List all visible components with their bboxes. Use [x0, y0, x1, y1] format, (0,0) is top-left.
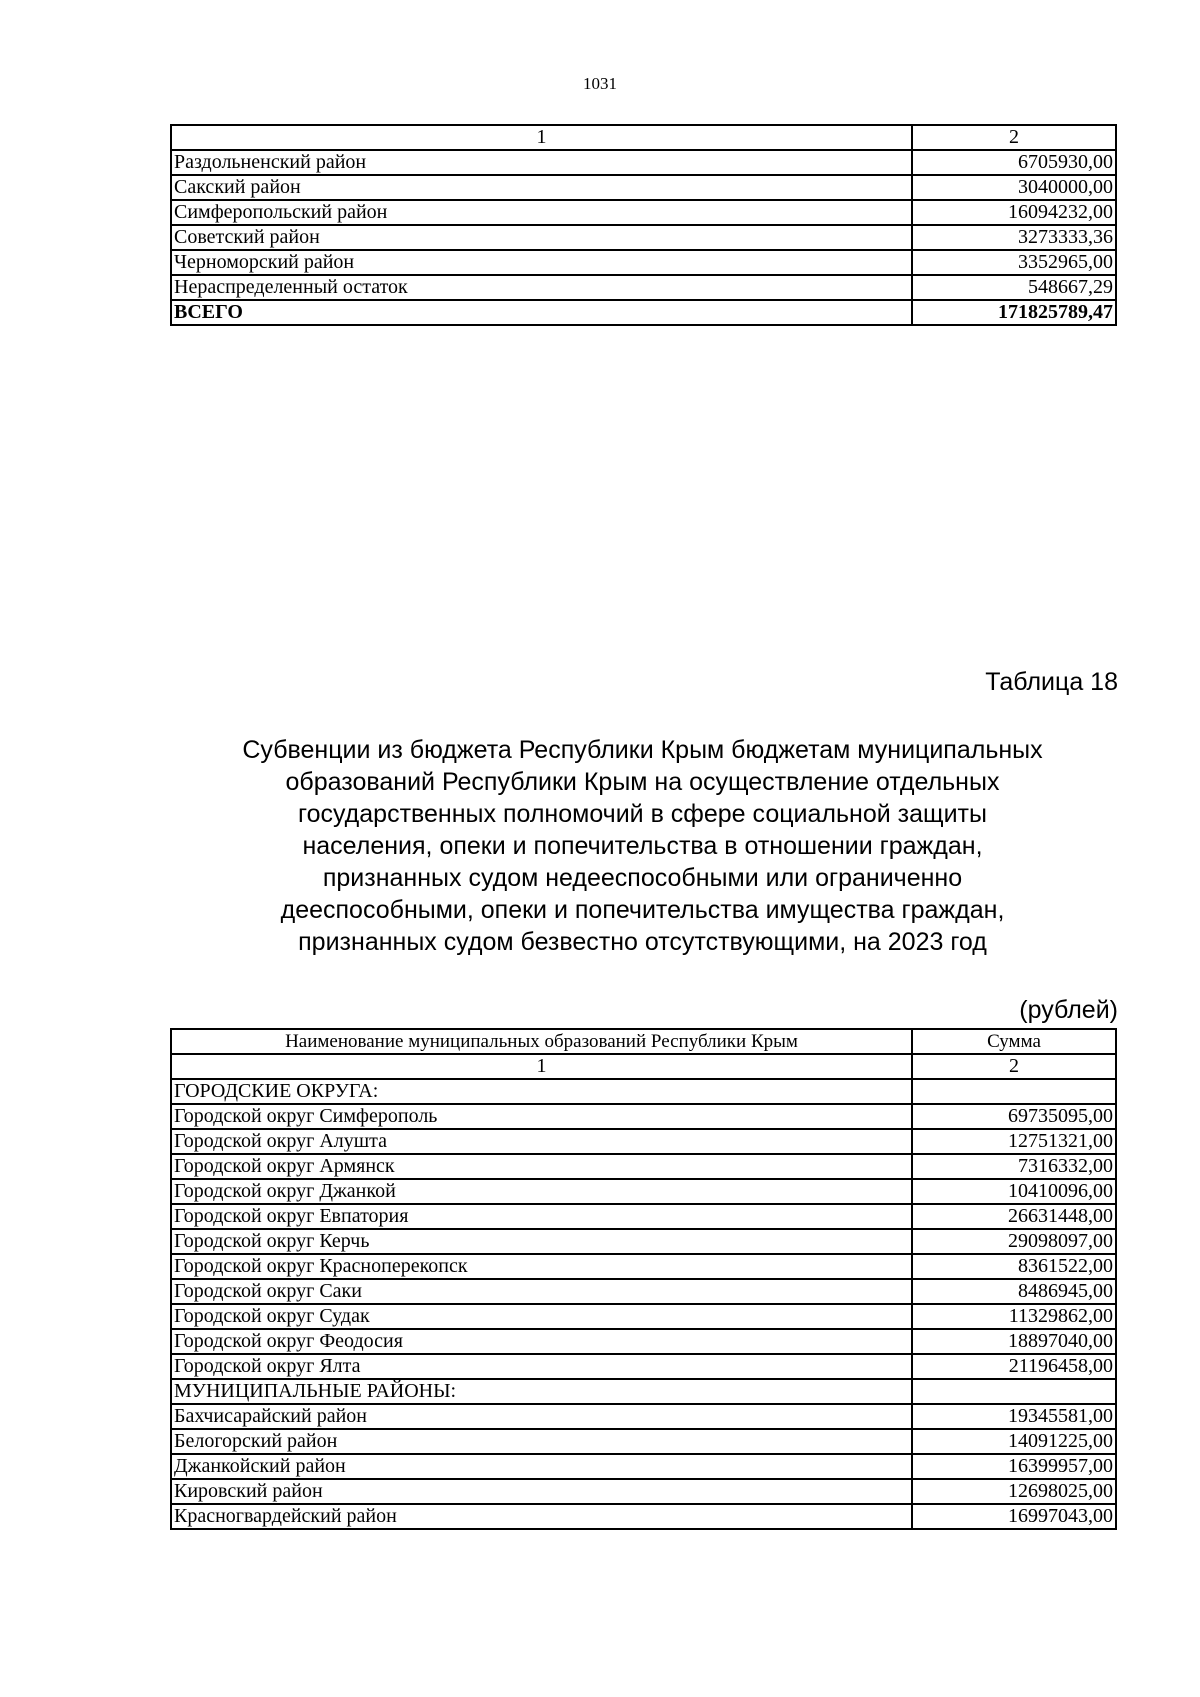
title-line: Субвенции из бюджета Республики Крым бюджетам муниципальных [242, 736, 1043, 764]
section-title: ГОРОДСКИЕ ОКРУГА: [171, 1079, 912, 1104]
row-name: Симферопольский район [171, 200, 912, 225]
row-name: Городской округ Джанкой [171, 1179, 912, 1204]
table-row [171, 1329, 1116, 1354]
header-row [171, 1029, 1116, 1054]
continued-budget-table [170, 124, 1117, 326]
table-row [171, 1279, 1116, 1304]
table-row [171, 1154, 1116, 1179]
row-name: Городской округ Алушта [171, 1129, 912, 1154]
column-number-2: 2 [912, 125, 1116, 150]
row-name: Городской округ Судак [171, 1304, 912, 1329]
row-sum: 548667,29 [912, 275, 1116, 300]
table-row [171, 1129, 1116, 1154]
row-sum: 26631448,00 [912, 1204, 1116, 1229]
table-row [171, 175, 1116, 200]
row-name: Нераспределенный остаток [171, 275, 912, 300]
row-sum: 16399957,00 [912, 1454, 1116, 1479]
row-sum: 12751321,00 [912, 1129, 1116, 1154]
row-name: Городской округ Ялта [171, 1354, 912, 1379]
section-empty-cell [912, 1079, 1116, 1104]
total-label: ВСЕГО [171, 300, 912, 325]
row-sum: 8486945,00 [912, 1279, 1116, 1304]
row-sum: 6705930,00 [912, 150, 1116, 175]
row-name: Городской округ Керчь [171, 1229, 912, 1254]
row-sum: 7316332,00 [912, 1154, 1116, 1179]
subventions-table [170, 1028, 1117, 1530]
row-sum: 21196458,00 [912, 1354, 1116, 1379]
table-label: Таблица 18 [985, 668, 1118, 696]
row-name: Городской округ Саки [171, 1279, 912, 1304]
row-sum: 16997043,00 [912, 1504, 1116, 1529]
section-row [171, 1379, 1116, 1404]
section-title: МУНИЦИПАЛЬНЫЕ РАЙОНЫ: [171, 1379, 912, 1404]
header-sum: Сумма [912, 1029, 1116, 1054]
section-empty-cell [912, 1379, 1116, 1404]
row-sum: 69735095,00 [912, 1104, 1116, 1129]
row-sum: 14091225,00 [912, 1429, 1116, 1454]
table-row [171, 1179, 1116, 1204]
row-sum: 10410096,00 [912, 1179, 1116, 1204]
row-sum: 11329862,00 [912, 1304, 1116, 1329]
column-number-2: 2 [912, 1054, 1116, 1079]
table-row [171, 200, 1116, 225]
column-number-1: 1 [171, 125, 912, 150]
title-line: образований Республики Крым на осуществление отдельных [285, 768, 1000, 796]
table-row [171, 1454, 1116, 1479]
title-line: населения, опеки и попечительства в отношении граждан, [302, 832, 983, 860]
page-number: 1031 [583, 74, 617, 93]
table-row [171, 275, 1116, 300]
row-name: Советский район [171, 225, 912, 250]
row-sum: 12698025,00 [912, 1479, 1116, 1504]
table-title [170, 734, 1115, 958]
table-row [171, 1429, 1116, 1454]
units-label: (рублей) [1019, 996, 1118, 1024]
column-number-row [171, 125, 1116, 150]
row-name: Сакский район [171, 175, 912, 200]
table-row [171, 1229, 1116, 1254]
row-name: Городской округ Симферополь [171, 1104, 912, 1129]
table-row [171, 1304, 1116, 1329]
column-number-1: 1 [171, 1054, 912, 1079]
row-sum: 16094232,00 [912, 200, 1116, 225]
row-name: Городской округ Феодосия [171, 1329, 912, 1354]
row-name: Кировский район [171, 1479, 912, 1504]
title-line: дееспособными, опеки и попечительства имущества граждан, [280, 896, 1005, 924]
table-row [171, 1204, 1116, 1229]
row-name: Красногвардейский район [171, 1504, 912, 1529]
row-name: Городской округ Евпатория [171, 1204, 912, 1229]
table-row [171, 250, 1116, 275]
row-sum: 3040000,00 [912, 175, 1116, 200]
header-name: Наименование муниципальных образований Республики Крым [171, 1029, 912, 1054]
row-name: Бахчисарайский район [171, 1404, 912, 1429]
total-row [171, 300, 1116, 325]
row-name: Джанкойский район [171, 1454, 912, 1479]
table-row [171, 225, 1116, 250]
row-sum: 3273333,36 [912, 225, 1116, 250]
table-row [171, 150, 1116, 175]
table-row [171, 1254, 1116, 1279]
column-number-row [171, 1054, 1116, 1079]
row-sum: 18897040,00 [912, 1329, 1116, 1354]
row-name: Городской округ Красноперекопск [171, 1254, 912, 1279]
title-line: признанных судом безвестно отсутствующими, на 2023 год [298, 928, 987, 956]
title-line: признанных судом недееспособными или ограниченно [322, 864, 963, 892]
row-sum: 29098097,00 [912, 1229, 1116, 1254]
row-name: Черноморский район [171, 250, 912, 275]
total-sum: 171825789,47 [912, 300, 1116, 325]
row-sum: 8361522,00 [912, 1254, 1116, 1279]
section-row [171, 1079, 1116, 1104]
table-row [171, 1479, 1116, 1504]
row-sum: 3352965,00 [912, 250, 1116, 275]
row-name: Белогорский район [171, 1429, 912, 1454]
table-row [171, 1504, 1116, 1529]
table-row [171, 1104, 1116, 1129]
table-row [171, 1404, 1116, 1429]
table-row [171, 1354, 1116, 1379]
row-name: Раздольненский район [171, 150, 912, 175]
row-name: Городской округ Армянск [171, 1154, 912, 1179]
title-line: государственных полномочий в сфере социальной защиты [298, 800, 987, 828]
row-sum: 19345581,00 [912, 1404, 1116, 1429]
